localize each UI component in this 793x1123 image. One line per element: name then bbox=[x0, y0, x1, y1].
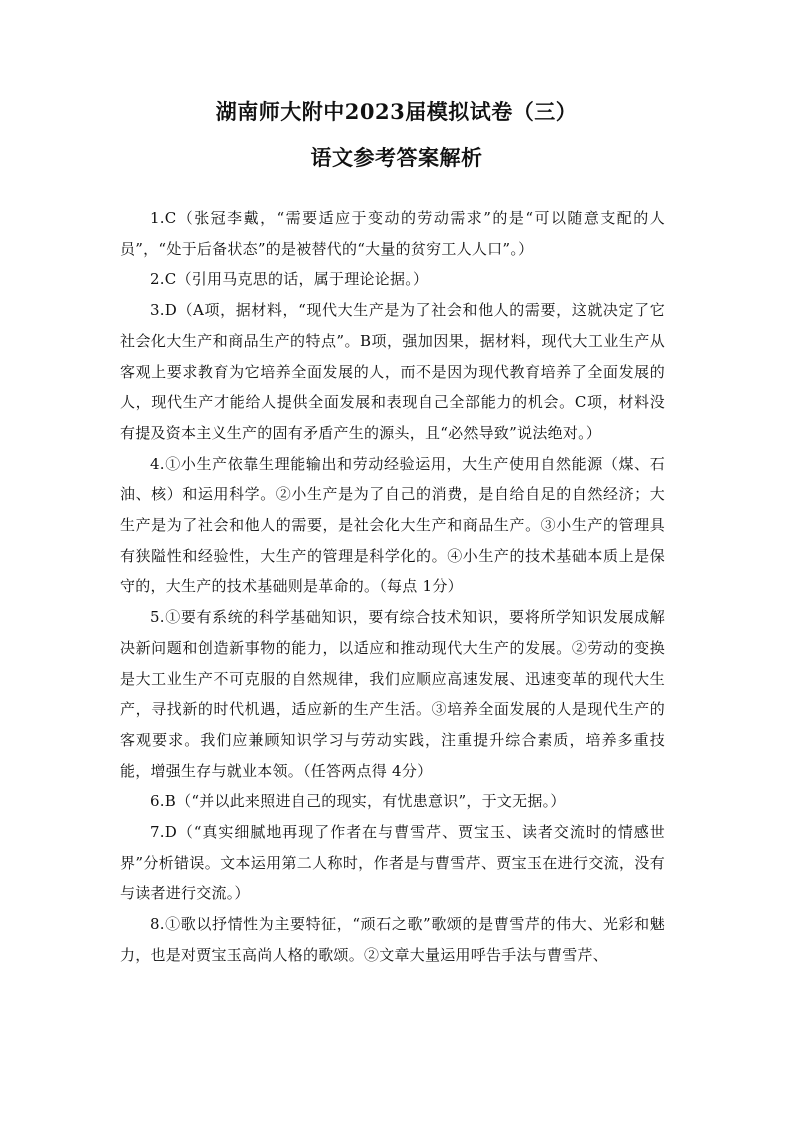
answer-body bbox=[120, 203, 665, 971]
answer-paragraph-1: 1.C（张冠李戴，“需要适应于变动的劳动需求”的是“可以随意支配的人员”，“处于后备状态”的是被替代的“大量的贫穷工人人口”。） bbox=[120, 209, 665, 258]
answer-paragraph-4: 4.①小生产依靠生理能输出和劳动经验运用，大生产使用自然能源（煤、石油、核）和运用科学。②小生产是为了自己的消费，是自给自足的自然经济；大生产是为了社会和他人的需要，是社会化大生产和商品生产。③小生产的管理具有狭隘性和经验性，大生产的管理是科学化的。④小生产的技术基础本质上是保守的，大生产的技术基础则是革命的。（每点 1分） bbox=[120, 454, 665, 596]
document-subtitle: 语文参考答案解析 bbox=[310, 145, 483, 170]
answer-paragraph-8: 8.①歌以抒情性为主要特征，“顽石之歌”歌颂的是曹雪芹的伟大、光彩和魅力，也是对贾宝玉高尚人格的歌颂。②文章大量运用呼告手法与曹雪芹、 bbox=[120, 915, 665, 964]
answer-paragraph-6: 6.B（“并以此来照进自己的现实，有忧患意识”，于文无据。） bbox=[150, 792, 566, 811]
answer-paragraph-5: 5.①要有系统的科学基础知识，要有综合技术知识，要将所学知识发展成解决新问题和创造新事物的能力，以适应和推动现代大生产的发展。②劳动的变换是大工业生产不可克服的自然规律，我们应顺应高速发展、迅速变革的现代大生产，寻找新的时代机遇，适应新的生产生活。③培养全面发展的人是现代生产的客观要求。我们应兼顾知识学习与劳动实践，注重提升综合素质，培养多重技能，增强生存与就业本领。（任答两点得 4分） bbox=[120, 608, 665, 780]
answer-paragraph-3: 3.D（A项，据材料，“现代大生产是为了社会和他人的需要，这就决定了它社会化大生产和商品生产的特点”。B项，强加因果，据材料，现代大工业生产从客观上要求教育为它培养全面发展的人，而不是因为现代教育培养了全面发展的人，现代生产才能给人提供全面发展和表现自己全部能力的机会。C项，材料没有提及资本主义生产的固有矛盾产生的源头，且“必然导致”说法绝对。） bbox=[120, 301, 665, 442]
answer-paragraph-7: 7.D（“真实细腻地再现了作者在与曹雪芹、贾宝玉、读者交流时的情感世界”分析错误。文本运用第二人称时，作者是与曹雪芹、贾宝玉在进行交流，没有与读者进行交流。） bbox=[120, 823, 665, 903]
document-title: 湖南师大附中2023届模拟试卷（三） bbox=[215, 99, 578, 124]
answer-paragraph-2: 2.C（引用马克思的话，属于理论论据。） bbox=[150, 270, 429, 289]
